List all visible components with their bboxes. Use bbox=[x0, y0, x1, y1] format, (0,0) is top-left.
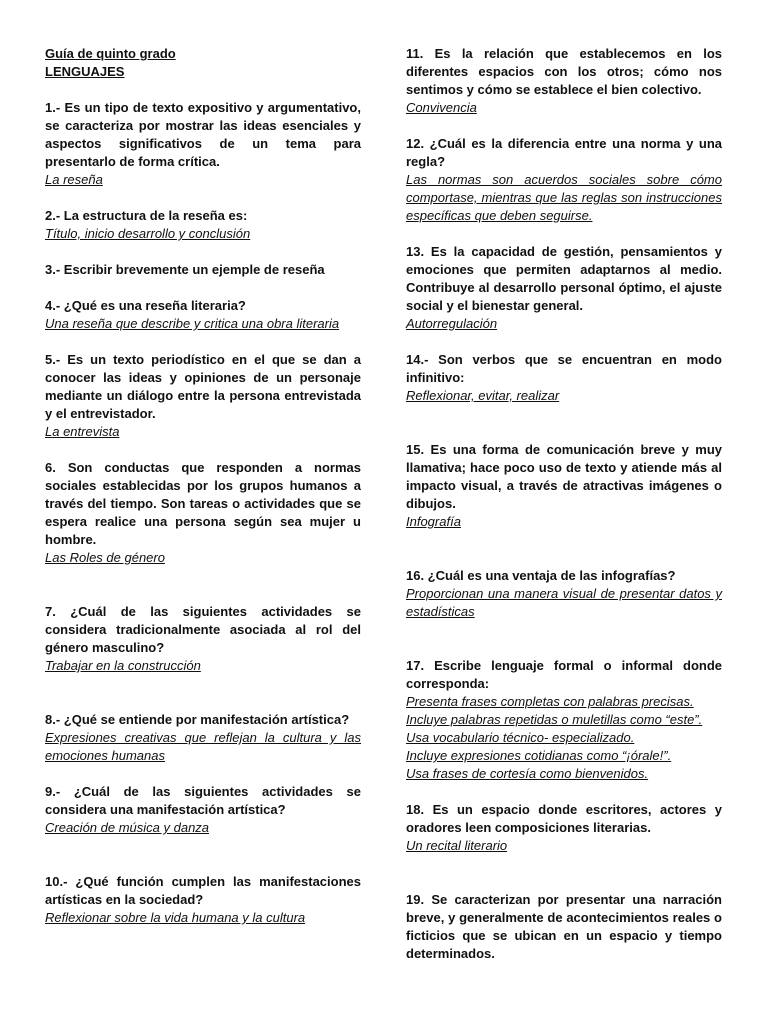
question-19 bbox=[406, 891, 722, 963]
answer-text: Una reseña que describe y critica una obra literaria bbox=[45, 316, 340, 331]
question-text: 13. Es la capacidad de gestión, pensamientos y emociones que permiten adaptarnos al medio. Contribuye al desarrollo personal óptimo, el ajuste social y el bienestar general. bbox=[406, 244, 722, 313]
answer-text: Un recital literario bbox=[406, 838, 508, 853]
question-12 bbox=[406, 135, 722, 225]
right-column bbox=[406, 45, 722, 963]
question-text: 6. Son conductas que responden a normas sociales establecidas por los grupos humanos a través del tiempo. Son tareas o actividades que se espera realice una persona según sea mujer u hombre. bbox=[45, 460, 361, 547]
question-18 bbox=[406, 801, 722, 855]
left-column bbox=[45, 45, 361, 927]
question-text: 9.- ¿Cuál de las siguientes actividades se considera una manifestación artística? bbox=[45, 784, 361, 817]
question-9 bbox=[45, 783, 361, 837]
answer-line: Usa vocabulario técnico- especializado. bbox=[406, 730, 635, 745]
question-text: 19. Se caracterizan por presentar una narración breve, y generalmente de acontecimientos reales o ficticios que se ubican en un espacio y tiempo determinados. bbox=[406, 892, 722, 961]
question-2 bbox=[45, 207, 361, 243]
answer-text: Las Roles de género bbox=[45, 550, 165, 565]
question-10 bbox=[45, 873, 361, 927]
answer-text: Reflexionar sobre la vida humana y la cultura bbox=[45, 910, 306, 925]
question-text: 5.- Es un texto periodístico en el que se dan a conocer las ideas y opiniones de un personaje mediante un diálogo entre la persona entrevistada y el entrevistador. bbox=[45, 352, 361, 421]
question-16 bbox=[406, 567, 722, 621]
question-5 bbox=[45, 351, 361, 441]
question-13 bbox=[406, 243, 722, 333]
question-15 bbox=[406, 441, 722, 531]
question-1 bbox=[45, 99, 361, 189]
question-3 bbox=[45, 261, 361, 279]
answer-text: Proporcionan una manera visual de presentar datos y estadísticas bbox=[406, 586, 722, 619]
answer-text: Expresiones creativas que reflejan la cultura y las emociones humanas bbox=[45, 730, 361, 763]
question-7 bbox=[45, 603, 361, 675]
question-4 bbox=[45, 297, 361, 333]
question-text: 18. Es un espacio donde escritores, actores y oradores leen composiciones literarias. bbox=[406, 802, 722, 835]
question-text: 3.- Escribir brevemente un ejemple de reseña bbox=[45, 262, 325, 277]
answer-text: La entrevista bbox=[45, 424, 120, 439]
answer-text: Infografía bbox=[406, 514, 461, 529]
question-text: 11. Es la relación que establecemos en los diferentes espacios con los otros; cómo nos sentimos y cómo se establece el bien colectivo. bbox=[406, 46, 722, 97]
answer-text: Convivencia bbox=[406, 100, 477, 115]
question-text: 2.- La estructura de la reseña es: bbox=[45, 208, 248, 223]
question-8 bbox=[45, 711, 361, 765]
question-6 bbox=[45, 459, 361, 567]
question-text: 15. Es una forma de comunicación breve y muy llamativa; hace poco uso de texto y atiende más al impacto visual, a través de atractivas imágenes o dibujos. bbox=[406, 442, 722, 511]
question-text: 17. Escribe lenguaje formal o informal donde corresponda: bbox=[406, 658, 722, 691]
question-text: 16. ¿Cuál es una ventaja de las infografías? bbox=[406, 568, 676, 583]
question-text: 8.- ¿Qué se entiende por manifestación artística? bbox=[45, 712, 350, 727]
answer-line: Presenta frases completas con palabras precisas. bbox=[406, 694, 694, 709]
question-text: 10.- ¿Qué función cumplen las manifestaciones artísticas en la sociedad? bbox=[45, 874, 361, 907]
answer-text: Las normas son acuerdos sociales sobre cómo comportase, mientras que las reglas son instrucciones específicas que deben seguirse. bbox=[406, 172, 722, 223]
answer-line: Incluye expresiones cotidianas como “¡órale!”. bbox=[406, 748, 672, 763]
question-text: 12. ¿Cuál es la diferencia entre una norma y una regla? bbox=[406, 136, 722, 169]
answer-text: Creación de música y danza bbox=[45, 820, 210, 835]
answer-text: Trabajar en la construcción bbox=[45, 658, 201, 673]
answer-text: La reseña bbox=[45, 172, 103, 187]
answer-text: Autorregulación bbox=[406, 316, 498, 331]
answer-line: Incluye palabras repetidas o muletillas como “este”. bbox=[406, 712, 703, 727]
answer-line: Usa frases de cortesía como bienvenidos. bbox=[406, 766, 649, 781]
guide-title: Guía de quinto grado bbox=[45, 46, 176, 61]
question-text: 4.- ¿Qué es una reseña literaria? bbox=[45, 298, 246, 313]
question-17 bbox=[406, 657, 722, 783]
question-text: 7. ¿Cuál de las siguientes actividades se considera tradicionalmente asociada al rol del género masculino? bbox=[45, 604, 361, 655]
question-text: 1.- Es un tipo de texto expositivo y argumentativo, se caracteriza por mostrar las ideas esenciales y aspectos significativos de un tema para presentarlo de forma crítica. bbox=[45, 100, 361, 169]
question-14 bbox=[406, 351, 722, 405]
answer-text: Título, inicio desarrollo y conclusión bbox=[45, 226, 251, 241]
subject-title: LENGUAJES bbox=[45, 64, 125, 79]
question-11 bbox=[406, 45, 722, 117]
answer-text: Reflexionar, evitar, realizar bbox=[406, 388, 560, 403]
question-text: 14.- Son verbos que se encuentran en modo infinitivo: bbox=[406, 352, 722, 385]
